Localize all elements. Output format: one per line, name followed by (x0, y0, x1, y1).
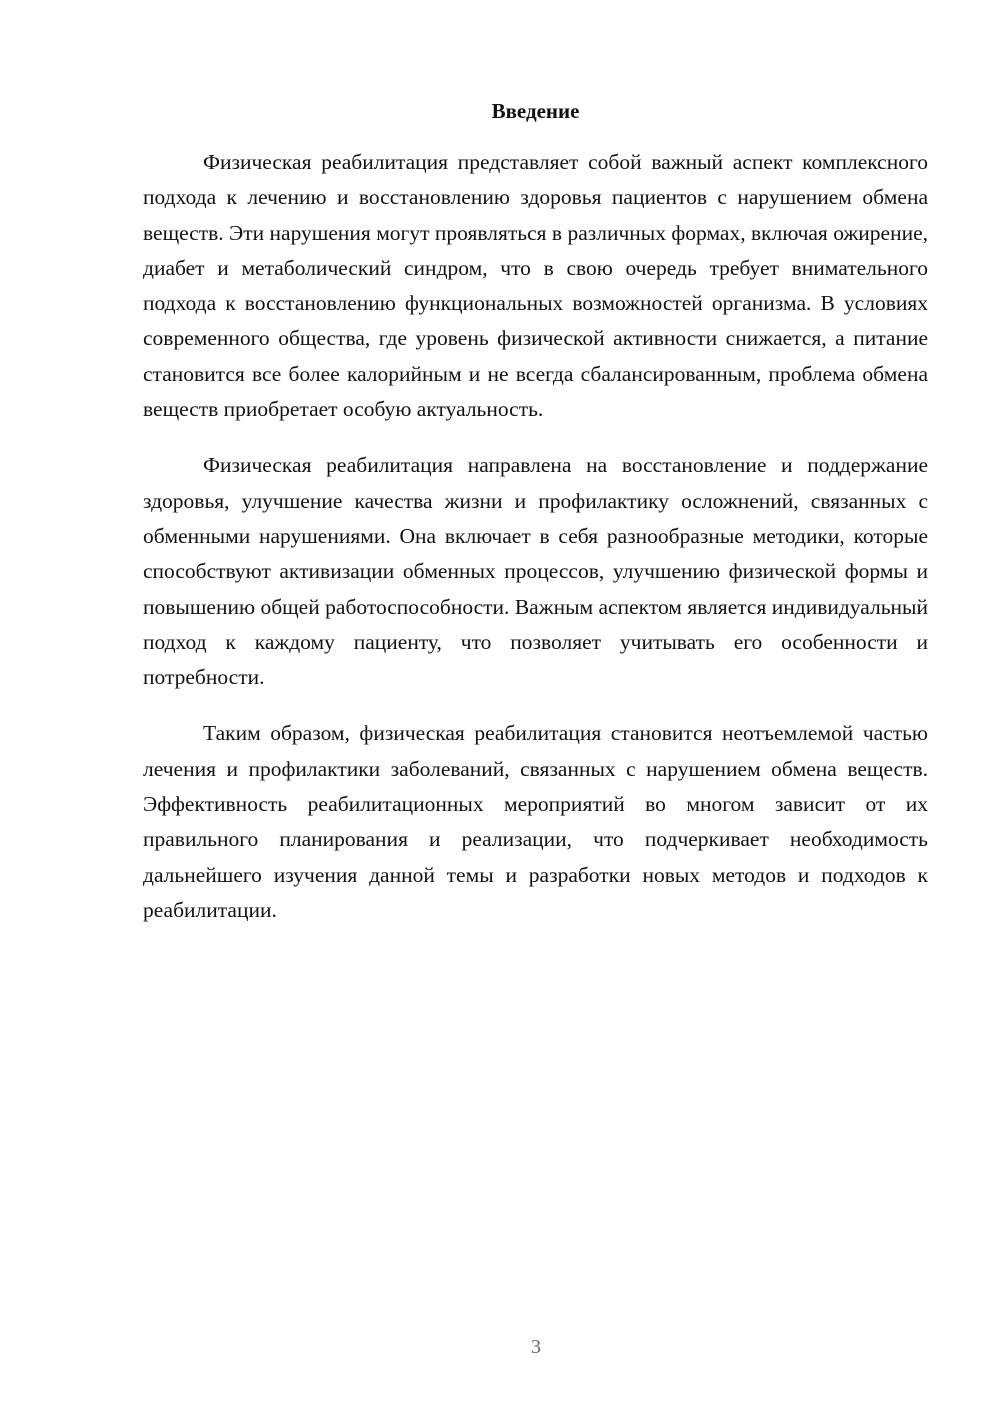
page-content (143, 96, 928, 928)
paragraph-2: Физическая реабилитация направлена на восстановление и поддержание здоровья, улучшение качества жизни и профилактику осложнений, связанных с обменными нарушениями. Она включает в себя разнообразные методики, которые способствуют активизации обменных процессов, улучшению физической формы и повышению общей работоспособности. Важным аспектом является индивидуальный подход к каждому пациенту, что позволяет учитывать его особенности и потребности. (143, 453, 928, 690)
paragraph-3: Таким образом, физическая реабилитация становится неотъемлемой частью лечения и профилактики заболеваний, связанных с нарушением обмена веществ. Эффективность реабилитационных мероприятий во многом зависит от их правильного планирования и реализации, что подчеркивает необходимость дальнейшего изучения данной темы и разработки новых методов и подходов к реабилитации. (143, 721, 928, 922)
page-title: Введение (491, 99, 580, 123)
page-number: 3 (531, 1336, 541, 1358)
paragraph-1: Физическая реабилитация представляет собой важный аспект комплексного подхода к лечению и восстановлению здоровья пациентов с нарушением обмена веществ. Эти нарушения могут проявляться в различных формах, включая ожирение, диабет и метаболический синдром, что в свою очередь требует внимательного подхода к восстановлению функциональных возможностей организма. В условиях современного общества, где уровень физической активности снижается, а питание становится все более калорийным и не всегда сбалансированным, проблема обмена веществ приобретает особую актуальность. (143, 150, 928, 422)
